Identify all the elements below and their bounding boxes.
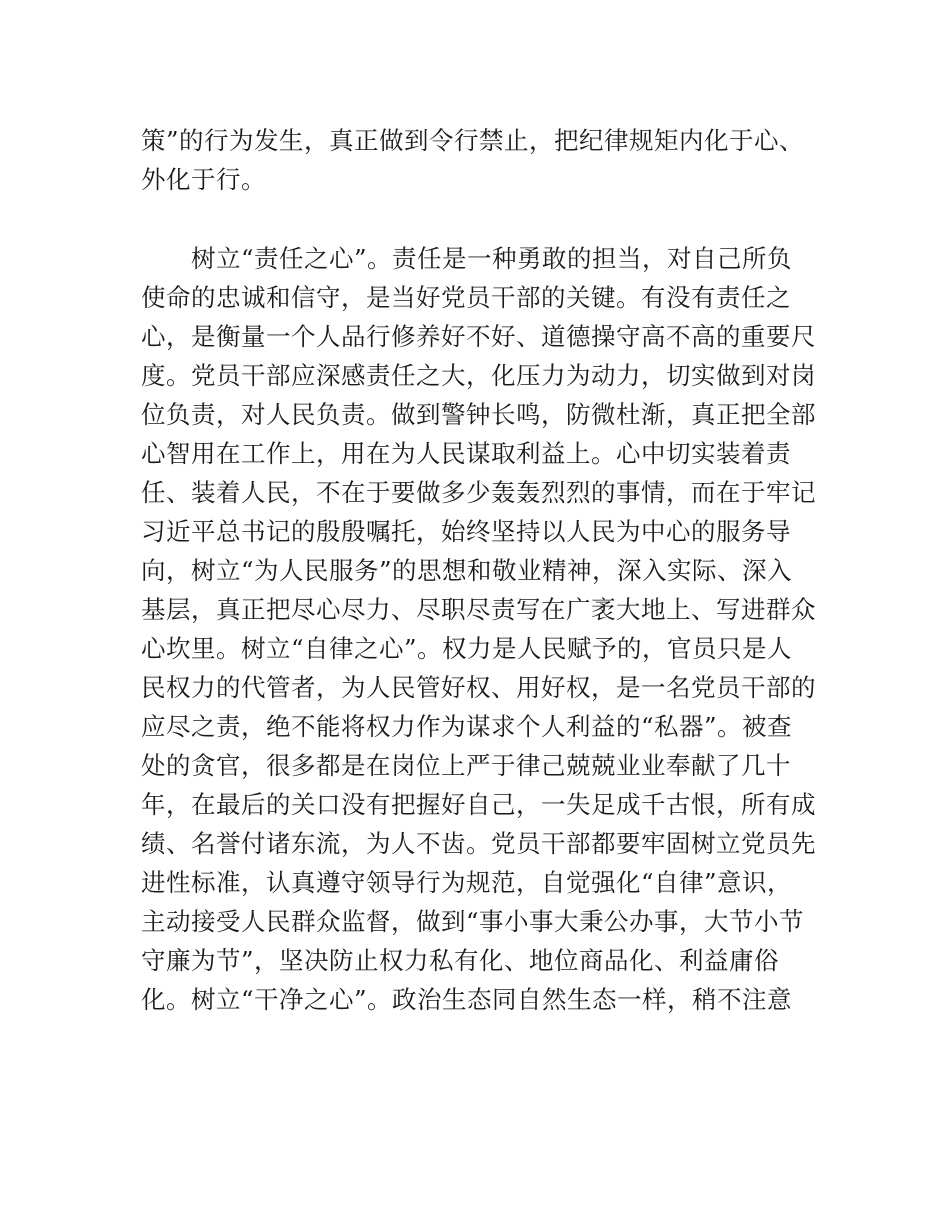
text-line: 心，是衡量一个人品行修养好不好、道德操守高不高的重要尺 (141, 322, 816, 351)
text-line: 化。树立“干净之心”。政治生态同自然生态一样，稍不注意 (141, 985, 793, 1014)
text-line: 向，树立“为人民服务”的思想和敬业精神，深入实际、深入 (141, 556, 793, 585)
text-line: 习近平总书记的殷殷嘱托，始终坚持以人民为中心的服务导 (141, 517, 791, 546)
text-line: 应尽之责，绝不能将权力作为谋求个人利益的“私器”。被查 (141, 712, 793, 741)
text-line: 外化于行。 (141, 165, 266, 194)
paragraph-2 (141, 239, 816, 1097)
text-line: 心智用在工作上，用在为人民谋取利益上。心中切实装着责 (141, 439, 791, 468)
text-line: 树立“责任之心”。责任是一种勇敢的担当，对自己所负 (141, 244, 793, 273)
text-line: 使命的忠诚和信守，是当好党员干部的关键。有没有责任之 (141, 283, 791, 312)
text-line: 策”的行为发生，真正做到令行禁止，把纪律规矩内化于心、 (141, 126, 805, 155)
text-line: 位负责，对人民负责。做到警钟长鸣，防微杜渐，真正把全部 (141, 400, 816, 429)
text-line: 绩、名誉付诸东流，为人不齿。党员干部都要牢固树立党员先 (141, 829, 816, 858)
text-line: 守廉为节”，坚决防止权力私有化、地位商品化、利益庸俗 (141, 946, 780, 975)
text-line: 进性标准，认真遵守领导行为规范，自觉强化“自律”意识， (141, 868, 793, 897)
text-line: 主动接受人民群众监督，做到“事小事大秉公办事，大节小节 (141, 907, 805, 936)
text-line (141, 1019, 813, 1058)
text-line: 任、装着人民，不在于要做多少轰轰烈烈的事情，而在于牢记 (141, 478, 816, 507)
paragraph-1 (141, 121, 813, 199)
text-line (141, 1058, 813, 1097)
text-line: 年，在最后的关口没有把握好自己，一失足成千古恨，所有成 (141, 790, 816, 819)
text-line: 基层，真正把尽心尽力、尽职尽责写在广袤大地上、写进群众 (141, 595, 816, 624)
text-line: 度。党员干部应深感责任之大，化压力为动力，切实做到对岗 (141, 361, 816, 390)
text-line: 民权力的代管者，为人民管好权、用好权，是一名党员干部的 (141, 673, 816, 702)
text-line: 处的贪官，很多都是在岗位上严于律己兢兢业业奉献了几十 (141, 751, 791, 780)
text-line: 心坎里。树立“自律之心”。权力是人民赋予的，官员只是人 (141, 634, 793, 663)
